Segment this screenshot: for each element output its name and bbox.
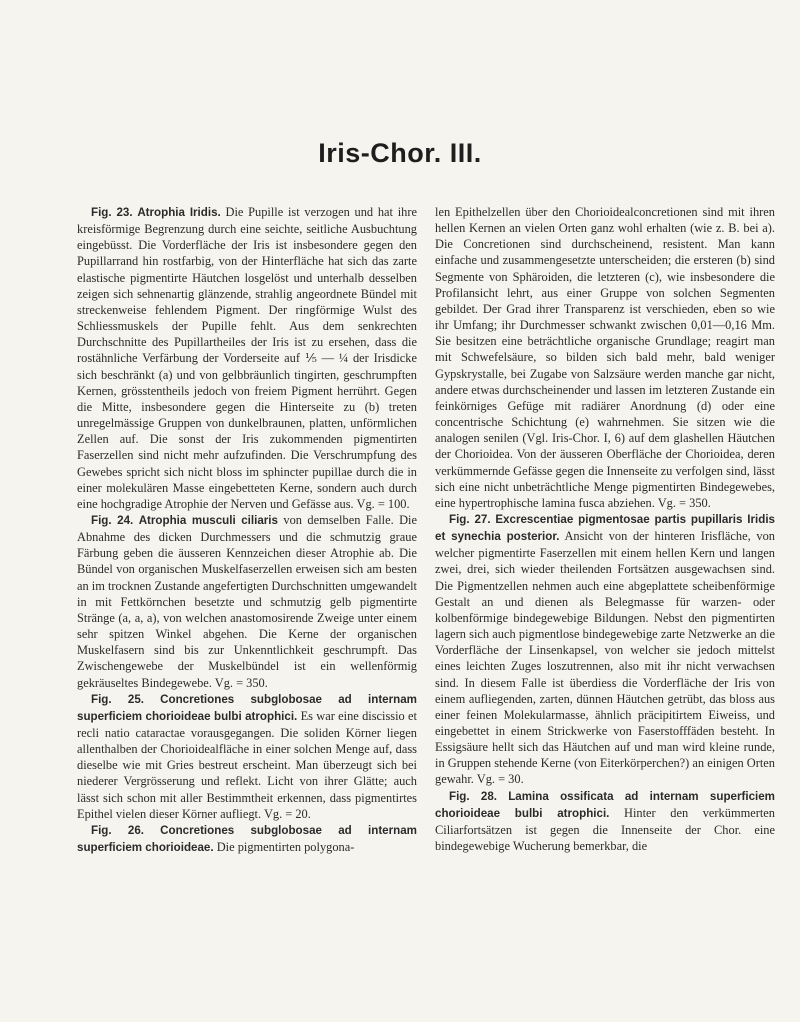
figure-number: Fig. 27. xyxy=(449,512,491,526)
figure-number: Fig. 23. xyxy=(91,206,133,219)
paragraph-fig-24 xyxy=(77,512,417,691)
left-column xyxy=(77,204,417,856)
paragraph-text: Hinter den verkümmerten Ciliarfortsätzen ist gegen die Innenseite der Chor. eine bindegewebige Wucherung bemerkbar, die xyxy=(435,805,775,854)
right-column xyxy=(435,204,775,854)
paragraph-fig-26-continued xyxy=(435,204,775,511)
figure-heading: Lamina ossificata ad internam superficiem chorioideae bulbi atrophici. xyxy=(435,789,775,820)
paragraph-text: Die pigmentirten polygona- xyxy=(213,840,355,855)
paragraph-text: von demselben Falle. Die Abnahme des dicken Durchmessers und die schmutzig graue Färbung geben die äusseren Kennzeichen dieser Atrophie ab. Die Bündel von organischen Muskelfaserzellen erweisen sich am besten an im trocknen Zustande angefertigten Durchschnitten umgewandelt in mit Fettkörnchen besetzte und schmutzig gelb pigmentirte Stränge (a, a, a), von welchen anastomosirende Zweige unter einem sehr spitzen Winkel abgehen. Die Kerne der organischen Muskelfasern sind bis zur Unkenntlichkeit geschrumpft. Das Zwischengewebe der Muskelbündel ist ein wellenförmig gekräuseltes Bindegewebe. Vg. = 350. xyxy=(77,512,417,690)
paragraph-text: Ansicht von der hinteren Irisfläche, von welcher pigmentirte Faserzellen mit einem hellen Kern und langen zwei, drei, sich wieder theilenden Fortsätzen ausgewachsen sind. Die Pigmentzellen nehmen auch eine abgeplattete scheibenförmige Gestalt an und dienen als Belegmasse für warzen- oder kolbenförmige bindegewebige Bildungen. Nebst den pigmentirten lagern sich auch pigmentlose bindegewebige zarte Netzwerke an die Vorderfläche der Linsenkapsel, von welcher sie jedoch mittelst eines leichten Zuges loszutrennen, also mit ihr nicht verwachsen sind. In diesem Falle ist überdiess die Vorderfläche der Iris von einem aufliegenden, zarten, dünnen Häutchen getrübt, das bloss aus einer feinen Molekularmasse, ähnlich präcipitirtem Eiweiss, und eingebettet in einem Strickwerke von Faserstofffäden besteht. In Essigsäure hellt sich das Häutchen auf und man wird kleine runde, in Gruppen stehende Kerne (von Eiterkörperchen?) an einigen Orten gewahr. Vg. = 30. xyxy=(435,529,775,787)
figure-number: Fig. 28. xyxy=(449,789,498,803)
paragraph-fig-23 xyxy=(77,204,417,512)
figure-heading: Atrophia musculi ciliaris xyxy=(138,513,278,527)
paragraph-text: len Epithelzellen über den Chorioidealconcretionen sind mit ihren hellen Kernen an vielen Orten ganz wohl erhalten (wie z. B. bei a). Die Concretionen sind durchscheinend, resistent. Man kann einfache und zusammengesetzte unterscheiden; die ersteren (b) sind Segmente von Sphäroiden, die letzteren (c), wie insbesondere die Profilansicht lehrt, aus einer Gruppe von solchen Segmenten gebildet. Der Grad ihrer Transparenz ist verschieden, eben so wie ihr Umfang; ihr Durchmesser schwankt zwischen 0,01—0,16 Mm. Sie besitzen eine beträchtliche organische Grundlage; reagirt man mit Schwefelsäure, so bilden sich bald mehr, bald weniger Gypskrystalle, bei Zugabe von Salzsäure werden manche gar nicht, andere etwas durchscheinender und lassen im letzteren Zustande ein feinkörniges Gefüge mit radiärer Anordnung (d) oder eine concentrische Schichtung (e) wahrnehmen. Sie sitzen wie die analogen senilen (Vgl. Iris-Chor. I, 6) auf dem glashellen Häutchen der Chorioidea. Von der äusseren Oberfläche der Chorioidea, deren verkümmernde Gefässe gegen die Innenseite zu verfolgen sind, lässt sich eine nicht unbeträchtliche Menge pigmentirten Bindegewebes, eine hypertrophische lamina fusca abziehen. Vg. = 350. xyxy=(435,205,775,510)
paragraph-text: Die Pupille ist verzogen und hat ihre kreisförmige Begrenzung durch eine seichte, seitliche Ausbuchtung eingebüsst. Die Vorderfläche der Iris ist insbesondere gegen den Pupillarrand hin rostfarbig, von der Hinterfläche hat sich das zarte elastische pigmentirte Häutchen losgelöst und unterhalb desselben zeigen sich sehnenartig glänzende, strahlig angeordnete Bündel mit streckenweise fehlendem Pigment. Der ringförmige Wulst des Schliessmuskels der Pupille fehlt. Aus dem senkrechten Durchschnitte des Pupillartheiles der Iris ist zu ersehen, dass die rostähnliche Verfärbung der Vorderseite auf ⅕ — ¼ der Irisdicke sich beschränkt (a) und von gelbbräunlich tingirten, geschrumpften Kernen, grösstentheils jedoch von freiem Pigment herrührt. Gegen die Mitte, insbesondere gegen die Hinterseite zu (b) treten unregelmässige Gruppen von dunkelbraunen, platten, unförmlichen Zellen auf. Die sonst der Iris zukommenden pigmentirten Faserzellen sind nicht mehr aufzufinden. Die Verschrumpfung des Gewebes spricht sich nicht bloss im sphincter pupillae durch die in einer molekulären Masse eingebetteten Kerne, sondern auch durch eine hochgradige Atrophie der Nerven und Gefässe aus. Vg. = 100. xyxy=(77,205,417,511)
figure-heading: Concretiones subglobosae ad internam superficiem chorioideae. xyxy=(77,823,417,855)
paragraph-fig-28 xyxy=(435,788,775,855)
figure-heading: Atrophia Iridis. xyxy=(137,206,221,219)
paragraph-text: Es war eine discissio et recli natio cataractae vorausgegangen. Die soliden Körner liegen allenthalben der Chorioidealfläche in einer solchen Menge auf, dass dieselbe wie mit Gries bestreut erscheint. Man überzeugt sich bei niederer Vergrösserung und reflekt. Licht von ihrer Glätte; auch lässt sich schon mit aller Bestimmtheit erkennen, dass pigmentirtes Epithel vielen dieser Körner aufliegt. Vg. = 20. xyxy=(77,708,417,821)
paragraph-fig-27 xyxy=(435,511,775,788)
figure-number: Fig. 24. xyxy=(91,513,134,527)
figure-heading: Concretiones subglobosae ad internam superficiem chorioideae bulbi atrophici. xyxy=(77,692,417,723)
figure-heading: Excrescentiae pigmentosae partis pupillaris Iridis et synechia posterior. xyxy=(435,512,776,544)
figure-number: Fig. 26. xyxy=(91,823,144,837)
figure-number: Fig. 25. xyxy=(91,692,144,706)
page-title: Iris-Chor. III. xyxy=(318,138,482,168)
paragraph-fig-26 xyxy=(77,822,417,856)
paragraph-fig-25 xyxy=(77,691,417,822)
